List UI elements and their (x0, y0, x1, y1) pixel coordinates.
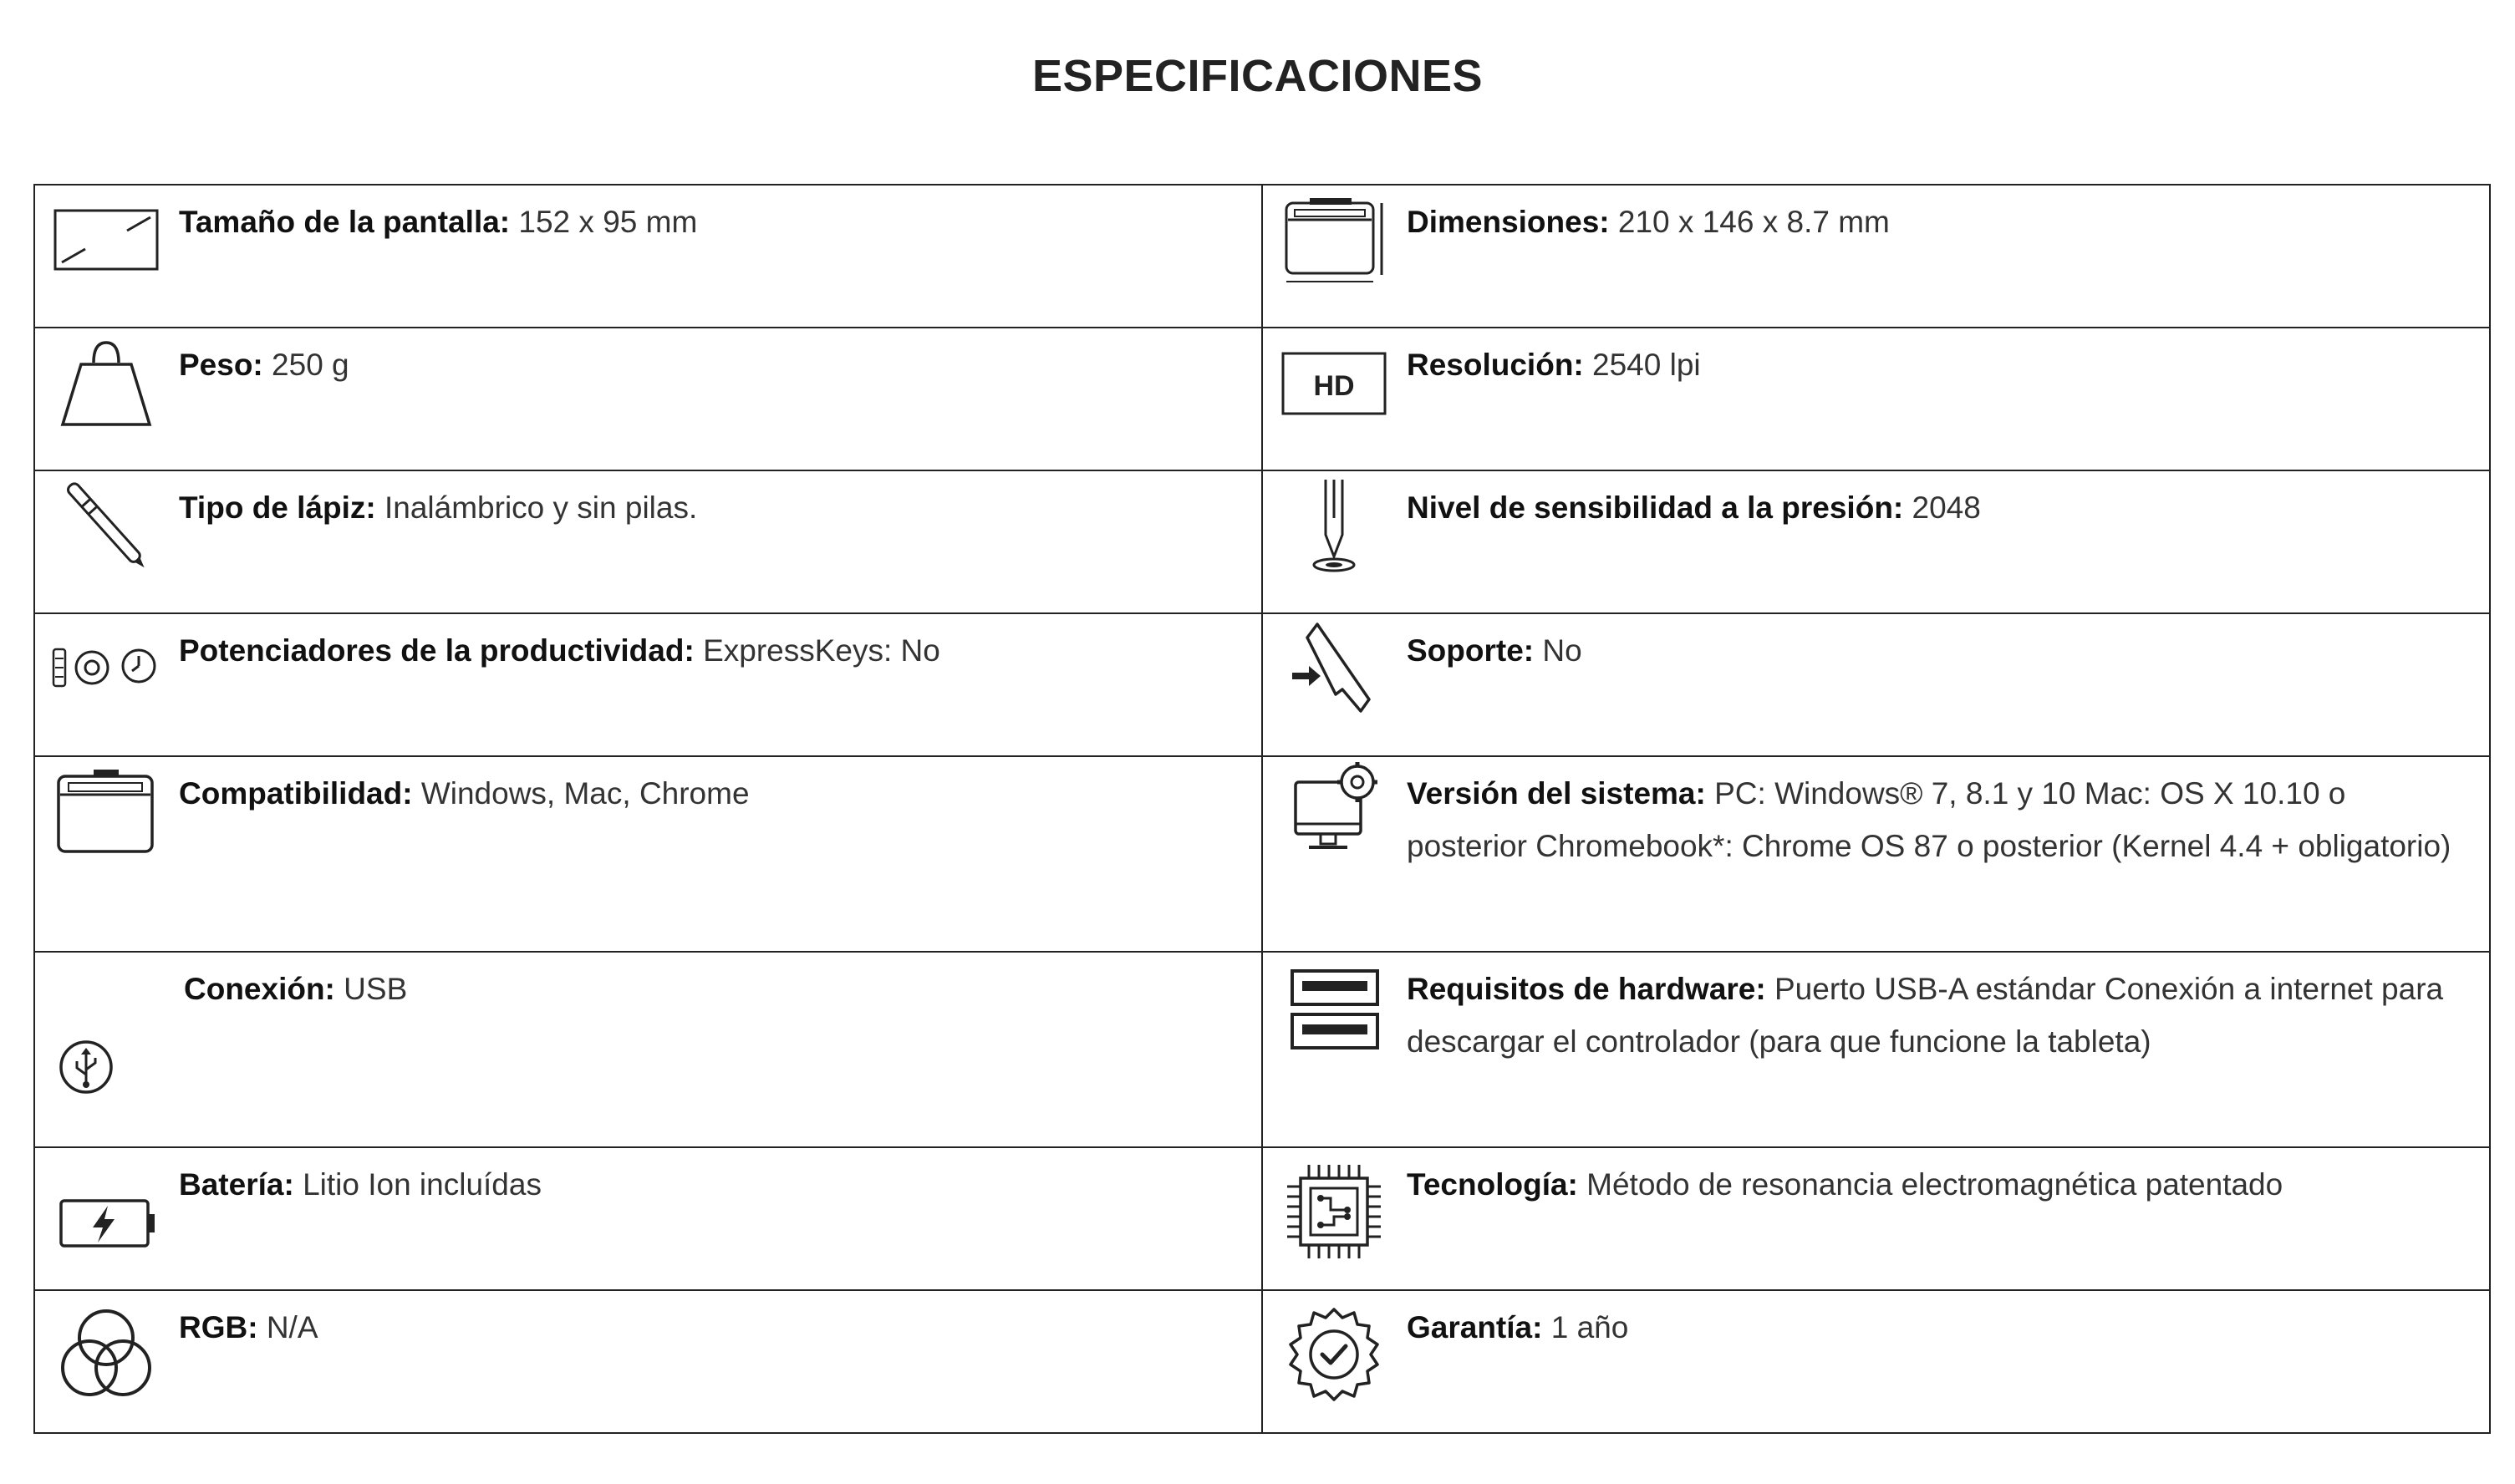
spec-label: Tipo de lápiz: (179, 490, 376, 525)
spec-value: Windows, Mac, Chrome (420, 776, 750, 811)
spec-cell-battery (34, 1147, 1262, 1290)
spec-cell-stand (1262, 613, 2490, 756)
spec-cell-productivity (34, 613, 1262, 756)
table-row (34, 1147, 2490, 1290)
table-row (34, 756, 2490, 952)
tablet-icon (52, 770, 160, 854)
spec-value: No (1542, 633, 1582, 668)
spec-value: ExpressKeys: No (703, 633, 940, 668)
table-row (34, 470, 2490, 613)
spec-value: PC: Windows® 7, 8.1 y 10 Mac: OS X 10.10 o posterior Chromebook*: Chrome OS 87 o posterior (Kernel 4.4 + obligatorio) (1407, 776, 2451, 863)
hd-icon (1280, 342, 1388, 425)
table-row (34, 1290, 2490, 1433)
spec-value: 2540 lpi (1592, 348, 1701, 382)
spec-value: Puerto USB-A estándar Conexión a internet para descargar el controlador (para que funcione la tableta) (1407, 972, 2444, 1059)
table-row (34, 328, 2490, 470)
spec-value: 210 x 146 x 8.7 mm (1617, 205, 1890, 239)
spec-value: N/A (266, 1310, 318, 1344)
spec-cell-connection (34, 952, 1262, 1147)
spec-cell-technology (1262, 1147, 2490, 1290)
table-row (34, 952, 2490, 1147)
spec-label: Requisitos de hardware: (1407, 972, 1766, 1006)
hd-icon-label: HD (1313, 370, 1355, 402)
spec-cell-weight (34, 328, 1262, 470)
spec-value: 2048 (1912, 490, 1981, 525)
table-row (34, 185, 2490, 328)
spec-value: Método de resonancia electromagnética patentado (1586, 1167, 2283, 1202)
spec-cell-screen-size (34, 185, 1262, 328)
spec-label: Resolución: (1407, 348, 1584, 382)
spec-label: RGB: (179, 1310, 258, 1344)
page-title: ESPECIFICACIONES (1031, 51, 1484, 101)
spec-value: Inalámbrico y sin pilas. (384, 490, 698, 525)
spec-cell-system-version (1262, 756, 2490, 952)
pen-icon (52, 485, 160, 568)
spec-label: Versión del sistema: (1407, 776, 1706, 811)
spec-label: Tecnología: (1407, 1167, 1578, 1202)
computer-settings-icon (1280, 770, 1388, 854)
specs-table (33, 184, 2491, 1434)
rgb-icon (52, 1304, 160, 1405)
spec-value: 152 x 95 mm (518, 205, 698, 239)
spec-label: Nivel de sensibilidad a la presión: (1407, 490, 1904, 525)
spec-value: USB (344, 972, 408, 1006)
weight-icon (52, 342, 160, 425)
spec-cell-pen-type (34, 470, 1262, 613)
warranty-icon (1280, 1304, 1388, 1405)
spec-cell-compatibility (34, 756, 1262, 952)
spec-value: 250 g (272, 348, 349, 382)
battery-icon (52, 1182, 160, 1265)
pen-stand-icon (1280, 628, 1388, 711)
pressure-pen-icon (1280, 485, 1388, 568)
tablet-dimensions-icon (1280, 199, 1388, 282)
spec-cell-pressure (1262, 470, 2490, 613)
spec-label: Garantía: (1407, 1310, 1543, 1344)
spec-label: Potenciadores de la productividad: (179, 633, 695, 668)
spec-value: Litio Ion incluídas (303, 1167, 542, 1202)
spec-cell-warranty (1262, 1290, 2490, 1433)
spec-cell-dimensions (1262, 185, 2490, 328)
spec-label: Batería: (179, 1167, 294, 1202)
chip-icon (1280, 1161, 1388, 1262)
usb-ports-icon (1280, 966, 1388, 1058)
productivity-icon (52, 628, 160, 711)
spec-cell-resolution (1262, 328, 2490, 470)
spec-label: Tamaño de la pantalla: (179, 205, 511, 239)
screen-size-icon (52, 199, 160, 282)
table-row (34, 613, 2490, 756)
spec-label: Peso: (179, 348, 263, 382)
spec-cell-rgb (34, 1290, 1262, 1433)
spec-label: Conexión: (184, 972, 335, 1006)
usb-icon (52, 979, 165, 1096)
spec-value: 1 año (1550, 1310, 1629, 1344)
spec-cell-hardware-requirements (1262, 952, 2490, 1147)
spec-label: Compatibilidad: (179, 776, 413, 811)
spec-label: Dimensiones: (1407, 205, 1610, 239)
spec-label: Soporte: (1407, 633, 1535, 668)
